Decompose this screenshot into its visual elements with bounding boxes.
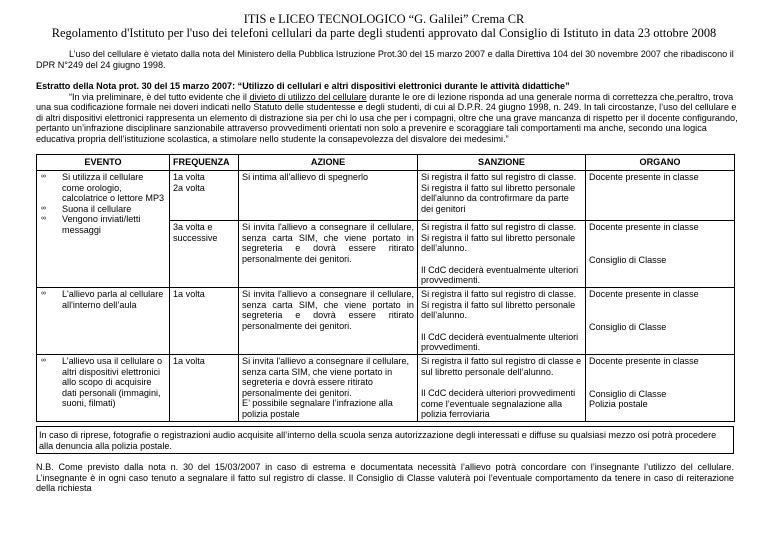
list-item: ∞ Vengono inviati/letti messaggi — [41, 214, 141, 235]
sanzione-cell: Si registra il fatto sul registro di classe. Si registra il fatto sul libretto personale dell'alunno da controfirmare da parte dei genitori — [418, 171, 586, 221]
bullet-icon: ∞ — [41, 215, 46, 223]
list-item: ∞ Si utilizza il cellulare come orologio, calcolatrice o lettore MP3 — [41, 172, 165, 204]
azione-cell: Si intima all'allievo di spegnerlo — [239, 171, 418, 221]
azione-cell: Si invita l'allievo a consegnare il cellulare, senza carta SIM, che viene portato in segreteria e dovrà essere ritirato personalmente dei genitori. — [239, 221, 418, 288]
sanzione-cell: Si registra il fatto sul registro di classe. Si registra il fatto sul libretto personale dell’alunno. Il CdC deciderà eventualmente ulteriori provvedimenti. — [418, 287, 586, 354]
organo-cell: Docente presente in classe Consiglio di Classe — [586, 221, 735, 288]
recordings-notice: In caso di riprese, fotografie o registrazioni audio acquisite all’interno della scuola senza autorizzazione degli interessati e diffuse su qualsiasi mezzo osi potrà procedere alla denuncia alla polizia postale. — [36, 426, 734, 454]
extract-title: Estratto della Nota prot. 30 del 15 marzo 2007: “Utilizzo di cellulari e altri dispositivi elettronici durante le attività didattiche” — [36, 81, 570, 91]
sanctions-table — [36, 154, 735, 422]
azione-cell: Si invita l'allievo a consegnare il cellulare, senza carta SIM, che viene portato in segreteria e dovrà essere ritirato personalmente dei genitori. E’ possibile segnalare l’infrazione alla polizia postale — [239, 354, 418, 421]
bullet-icon: ∞ — [41, 356, 46, 364]
table-row — [37, 354, 735, 421]
organo-cell: Docente presente in classe Consiglio di Classe — [586, 287, 735, 354]
bullet-icon: ∞ — [41, 173, 46, 180]
document-header — [0, 12, 768, 40]
list-item: ∞ L’allievo usa il cellulare o altri dispositivi elettronici allo scopo di acquisire dati personali (immagini, suoni, filmati) — [41, 355, 163, 409]
sanzione-cell: Si registra il fatto sul registro di classe. Si registra il fatto sul libretto personale dell’alunno. Il CdC deciderà eventualmente ulteriori provvedimenti. — [418, 221, 586, 288]
sanzione-cell: Si registra il fatto sul registro di classe e sul libretto personale dell’alunno. Il CdC deciderà ulteriori provvedimenti come l’eventuale segnalazione alla polizia ferroviaria — [418, 354, 586, 421]
extract-underlined-phrase: divieto di utilizzo del cellulare — [249, 91, 367, 102]
event-cell-data-capture — [37, 354, 170, 421]
event-cell-talking — [37, 287, 170, 354]
header-organo: ORGANO — [586, 155, 735, 171]
note-extract — [36, 81, 740, 145]
school-name: ITIS e LICEO TECNOLOGICO “G. Galilei” Crema CR — [243, 12, 525, 26]
organo-cell: Docente presente in classe Consiglio di Classe Polizia postale — [586, 354, 735, 421]
organo-cell: Docente presente in classe — [586, 171, 735, 221]
header-evento: EVENTO — [37, 155, 170, 171]
event-list — [40, 172, 166, 236]
extract-body — [36, 92, 740, 145]
intro-paragraph: L’uso del cellulare è vietato dalla nota del Ministero della Pubblica Istruzione Prot.30 del 15 marzo 2007 e dalla Direttiva 104 del 30 novembre 2007 che ribadiscono il DPR N°249 del 24 giugno 1998. — [36, 49, 734, 70]
table-row — [37, 287, 735, 354]
header-azione: AZIONE — [239, 155, 418, 171]
nb-note: N.B. Come previsto dalla nota n. 30 del 15/03/2007 in caso di estrema e documentata necessità l’allievo potrà concordare con l’insegnante l’utilizzo del cellulare. L’insegnante è in ogni caso tenuto a segnalare il fatto sul registro di classe. Il Consiglio di Classe valuterà poi l’eventuale comportamento da tenere in caso di reiterazione della richiesta — [36, 462, 734, 494]
frequenza-cell: 1a volta — [170, 354, 239, 421]
azione-cell: Si invita l'allievo a consegnare il cellulare, senza carta SIM, che viene portato in segreteria e dovrà essere ritirato personalmente dei genitori. — [239, 287, 418, 354]
event-cell-phone-use — [37, 171, 170, 288]
extract-body-start: “In via preliminare, è del tutto evidente che il — [69, 91, 250, 102]
bullet-icon: ∞ — [41, 289, 46, 297]
table-row — [37, 171, 735, 221]
regulation-title: Regolamento d'Istituto per l'uso dei telefoni cellulari da parte degli studenti approvato dal Consiglio di Istituto in data 23 ottobre 2008 — [51, 26, 717, 41]
header-sanzione: SANZIONE — [418, 155, 586, 171]
header-frequenza: FREQUENZA — [170, 155, 239, 171]
extract-body-rest: durante le ore di lezione risponda ad una generale norma di correttezza che,peraltro, trova una sua codificazione formale nei doveri indicati nello Statuto delle studentesse e degli studenti, di cui al D.P.R. 24 giugno 1998, n. 249. In tali circostanze, l’uso del cellulare e di altri dispositivi elettronici rappresenta un elemento di distrazione sia per chi lo usa che per i compagni, oltre che una grave mancanza di rispetto per il docente configurando, pertanto un’infrazione disciplinare sanzionabile attraverso provvedimenti orientati non solo a prevenire e scoraggiare tali comportamenti ma anche, secondo una logica educativa propria dell’istituzione scolastica, a stimolare nello studente la consapevolezza del disvalore dei medesimi.” — [36, 91, 738, 144]
frequenza-cell: 3a volta e successive — [170, 221, 239, 288]
table-header-row — [37, 155, 735, 171]
frequenza-cell: 1a volta 2a volta — [170, 171, 239, 221]
list-item: ∞ L'allievo parla al cellulare all'interno dell’aula — [41, 288, 164, 310]
list-item: ∞ Suona il cellulare — [41, 203, 132, 214]
bullet-icon: ∞ — [41, 204, 46, 212]
frequenza-cell: 1a volta — [170, 287, 239, 354]
